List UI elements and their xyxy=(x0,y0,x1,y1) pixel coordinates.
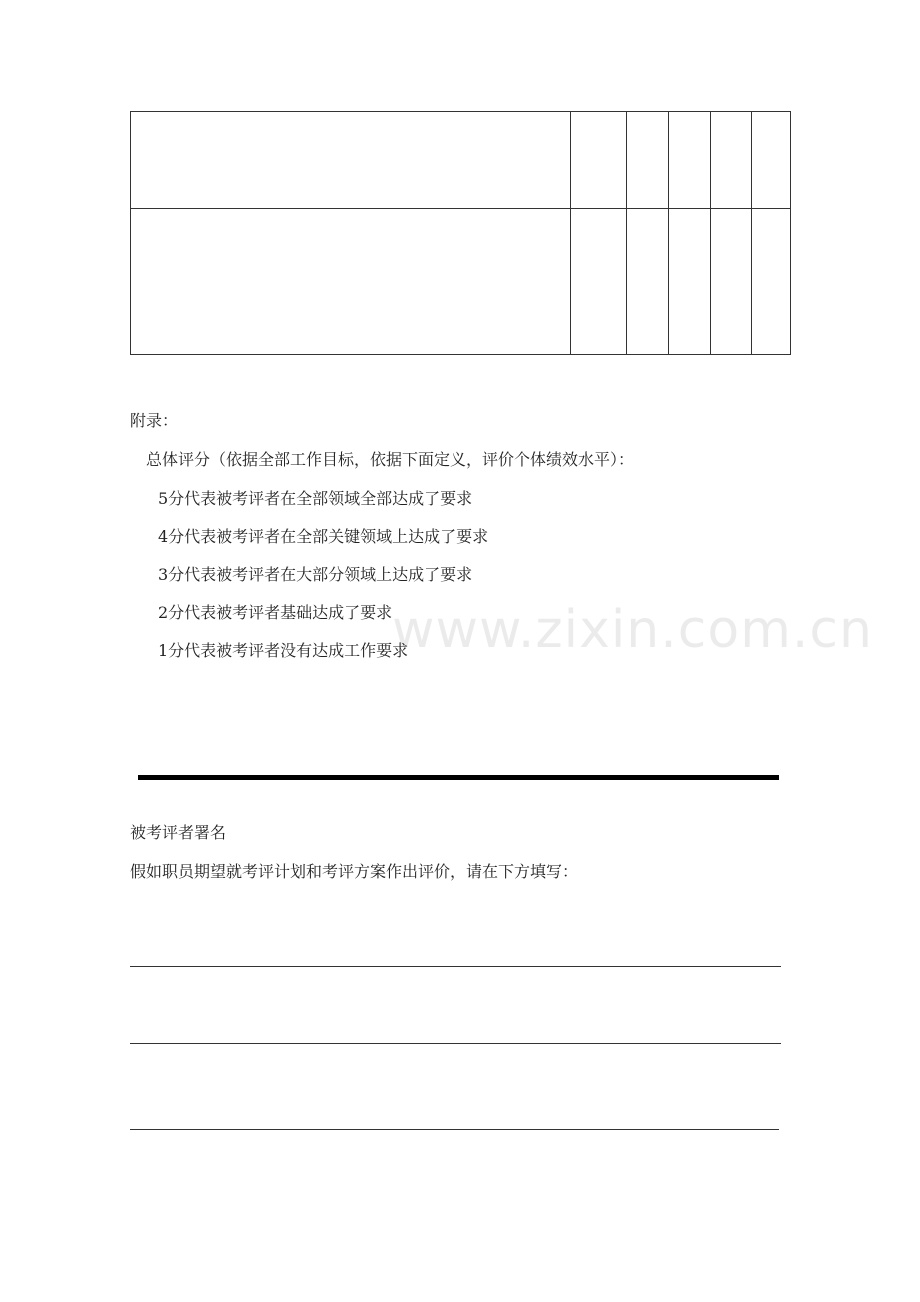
comment-prompt: 假如职员期望就考评计划和考评方案作出评价，请在下方填写： xyxy=(130,862,579,881)
rating-intro: 总体评分（依据全部工作目标，依据下面定义，评价个体绩效水平）： xyxy=(146,450,635,469)
table-cell-criteria[interactable] xyxy=(131,209,571,355)
watermark: www.zixin.com.cn xyxy=(392,600,873,660)
rating-item-4: 4分代表被考评者在全部关键领域上达成了要求 xyxy=(158,527,489,546)
evaluation-table xyxy=(130,111,791,355)
comment-line[interactable] xyxy=(130,1129,779,1130)
table-cell-score[interactable] xyxy=(669,112,711,209)
rating-item-1: 1分代表被考评者没有达成工作要求 xyxy=(158,641,409,660)
table-cell-score[interactable] xyxy=(571,209,627,355)
comment-line[interactable] xyxy=(130,966,781,967)
table-cell-score[interactable] xyxy=(669,209,711,355)
table-cell-score[interactable] xyxy=(752,209,791,355)
table-row xyxy=(131,209,791,355)
table-cell-score[interactable] xyxy=(571,112,627,209)
rating-item-2: 2分代表被考评者基础达成了要求 xyxy=(158,603,393,622)
table-cell-score[interactable] xyxy=(752,112,791,209)
signature-label: 被考评者署名 xyxy=(130,823,227,842)
table-cell-score[interactable] xyxy=(627,112,669,209)
table-cell-score[interactable] xyxy=(711,112,752,209)
rating-item-5: 5分代表被考评者在全部领域全部达成了要求 xyxy=(158,489,473,508)
appendix-heading: 附录： xyxy=(130,411,179,430)
rating-item-3: 3分代表被考评者在大部分领域上达成了要求 xyxy=(158,565,473,584)
table-row xyxy=(131,112,791,209)
comment-line[interactable] xyxy=(130,1043,781,1044)
section-divider xyxy=(138,775,779,780)
table-cell-score[interactable] xyxy=(711,209,752,355)
table-cell-criteria[interactable] xyxy=(131,112,571,209)
table-cell-score[interactable] xyxy=(627,209,669,355)
